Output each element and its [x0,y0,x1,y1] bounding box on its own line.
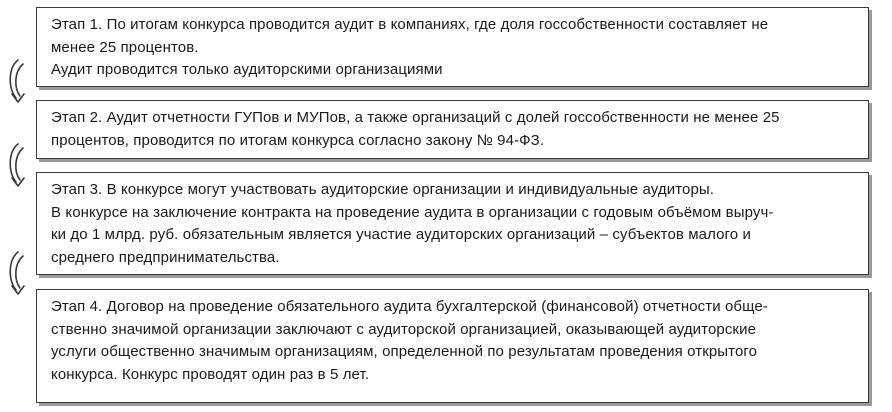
stage-1-line-2: менее 25 процентов. [51,38,199,56]
curved-down-arrow-icon [4,58,30,104]
stage-3-line-4: среднего предпринимательства. [51,248,280,266]
stage-2-box [36,100,869,159]
stage-3-line-2: В конкурсе на заключение контракта на проведение аудита в организации с годовым объёмом выруч- [51,203,774,221]
stage-3-line-1: Этап 3. В конкурсе могут участвовать аудиторские организации и индивидуальные аудиторы. [51,181,715,198]
stage-1-line-3: Аудит проводится только аудиторскими организациями [51,61,443,78]
stage-2-line-2: процентов, проводится по итогам конкурса согласно закону № 94-ФЗ. [51,131,545,149]
stage-4-line-4: конкурса. Конкурс проводят один раз в 5 лет. [51,365,370,383]
stage-3-line-3: ки до 1 млрд. руб. обязательным является участие аудиторских организаций – субъектов малого и [51,226,751,243]
stage-4-box [36,289,869,403]
stage-4-line-2: ственно значимой организации заключают с аудиторской организацией, оказывающей аудиторские [51,320,757,338]
stage-4-line-1: Этап 4. Договор на проведение обязательного аудита бухгалтерской (финансовой) отчетности обще- [51,298,768,315]
curved-down-arrow-icon [4,250,30,296]
stage-1-line-1: Этап 1. По итогам конкурса проводится аудит в компаниях, где доля госсобственности составляет не [51,16,769,33]
stage-3-box [36,172,869,275]
curved-down-arrow-icon [4,142,30,188]
stage-1-box [36,7,869,87]
stage-2-line-1: Этап 2. Аудит отчетности ГУПов и МУПов, а также организаций с долей госсобственности не менее 25 [51,109,780,126]
stage-4-line-3: услуги общественно значимым организациям, определенной по результатам проведения открытого [51,343,758,360]
